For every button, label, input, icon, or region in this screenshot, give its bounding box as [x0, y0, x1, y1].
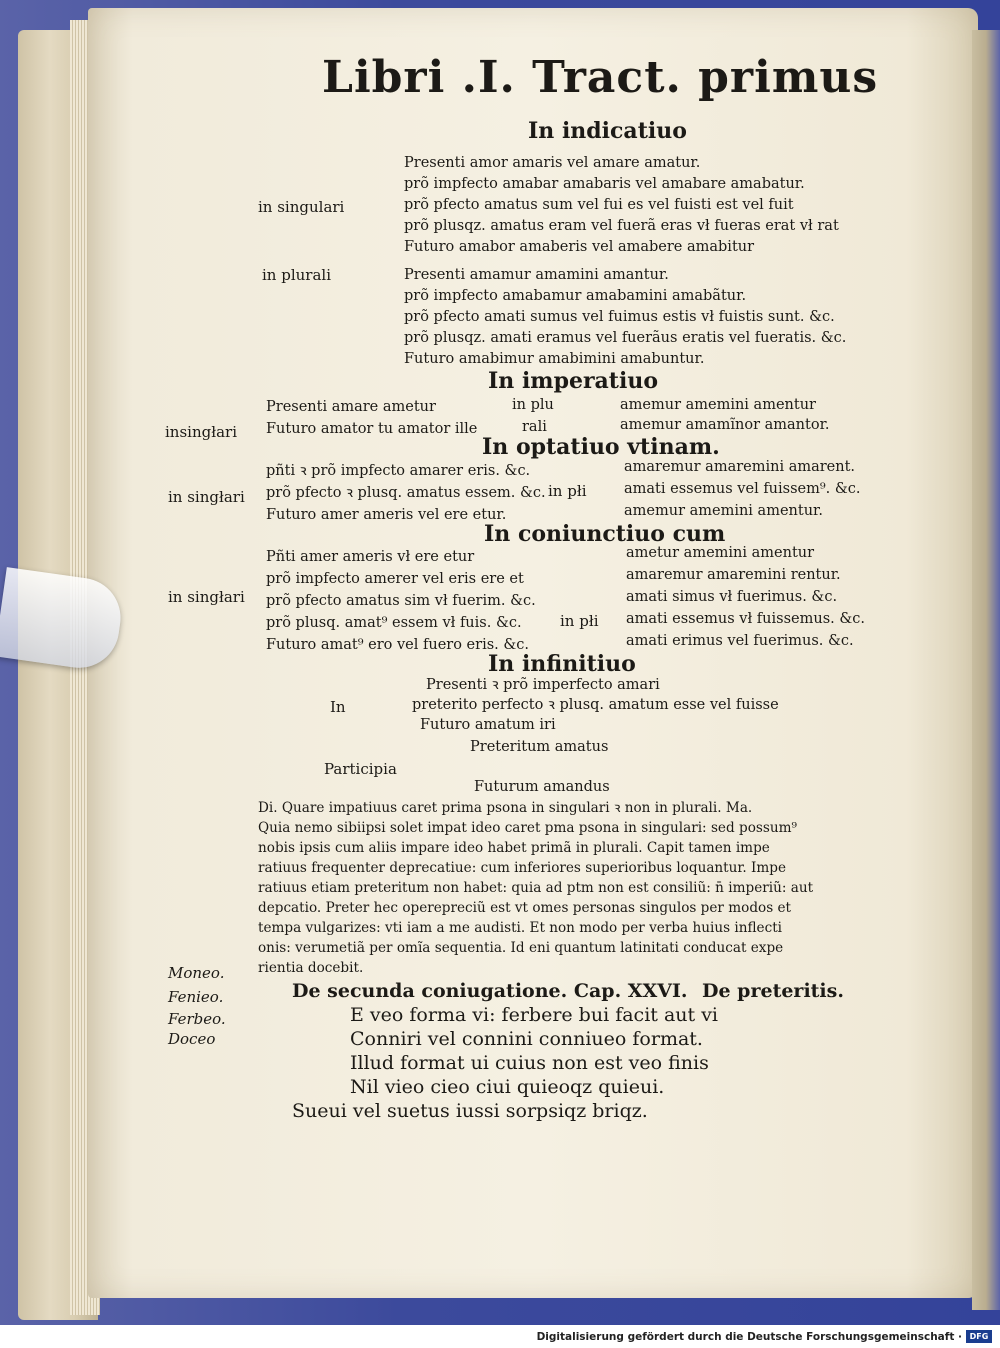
optativo-row-left: Futuro amer ameris vel ere etur. [266, 507, 507, 523]
participia-label: Participia [324, 760, 397, 778]
chapter-verse: Nil vieo cieo ciui quieoqz quieui. [350, 1076, 665, 1098]
chapter-title: De secunda coniugatione. Cap. XXVI. [292, 980, 688, 1002]
section-indicativo-title: In indicatiuo [528, 118, 687, 144]
dfg-logo: DFG [966, 1330, 992, 1343]
indicativo-plural-line: Futuro amabimur amabimini amabuntur. [404, 351, 705, 367]
indicativo-singular-line: Presenti amor amaris vel amare amatur. [404, 155, 701, 171]
coniunctivo-row-right: amaremur amaremini rentur. [626, 567, 841, 583]
prose-line: depcatio. Preter hec operepreciũ est vt omes personas singulos per modos et [258, 900, 792, 916]
section-imperativo-title: In imperatiuo [488, 368, 658, 394]
infinitivo-line: Presenti ꝛ prõ imperfecto amari [426, 677, 660, 693]
optativo-row-right: amati essemus vel fuissem⁹. &c. [624, 481, 861, 497]
prose-line: Quia nemo sibiipsi solet impat ideo caret pma psona in singulari: sed possum⁹ [258, 820, 797, 836]
infinitivo-line: preterito perfecto ꝛ plusq. amatum esse vel fuisse [412, 697, 779, 713]
imperativo-row-left: Presenti amare ametur [266, 399, 436, 415]
running-header: Libri .I. Tract. primus [322, 52, 879, 103]
prose-line: tempa vulgarizes: vti iam a me audisti. Et non modo per verba huius inflecti [258, 920, 783, 936]
book-right-edge [972, 30, 1000, 1310]
coniunctivo-row-left: Pñti amer ameris vł ere etur [266, 549, 475, 565]
optativo-row-left: pñti ꝛ prõ impfecto amarer eris. &c. [266, 463, 531, 479]
imperativo-row-right: amemur amamĩnor amantor. [620, 417, 830, 433]
section-coniunctivo-title: In coniunctiuo cum [484, 521, 726, 547]
imperativo-row-left: Futuro amator tu amator ille [266, 421, 478, 437]
indicativo-plural-line: prõ pfecto amati sumus vel fuimus estis vł fuistis sunt. &c. [404, 309, 835, 325]
coniunctivo-row-left: prõ impfecto amerer vel eris ere et [266, 571, 524, 587]
indicativo-plural-line: prõ impfecto amabamur amabamini amabãtur. [404, 288, 747, 304]
indicativo-singular-line: prõ impfecto amabar amabaris vel amabare amabatur. [404, 176, 805, 192]
chapter-verse: E veo forma vi: ferbere bui facit aut vi [350, 1004, 719, 1026]
prose-line: onis: verumetiã per omĩa sequentia. Id eni quantum latinitati conducat expe [258, 940, 784, 956]
margin-word: Fenieo. [168, 988, 224, 1006]
prose-line: rientia docebit. [258, 960, 364, 976]
section-infinitivo-title: In infinitiuo [488, 651, 636, 677]
chapter-verse: Sueui vel suetus iussi sorpsiqz briqz. [292, 1100, 648, 1122]
participle-preteritum: Preteritum amatus [470, 739, 609, 755]
imperativo-row-mid: rali [522, 419, 547, 435]
coniunctivo-row-right: ametur amemini amentur [626, 545, 815, 561]
footer-credit: Digitalisierung gefördert durch die Deutsche Forschungsgemeinschaft · [536, 1331, 962, 1343]
optativo-row-left: prõ pfecto ꝛ plusq. amatus essem. &c. [266, 485, 546, 501]
chapter-verse: Illud format ui cuius non est veo finis [350, 1052, 709, 1074]
chapter-verse: Conniri vel connini conniueo format. [350, 1028, 703, 1050]
indicativo-singular-line: prõ plusqz. amatus eram vel fuerã eras vł fueras erat vł rat [404, 218, 839, 234]
indicativo-singular-line: prõ pfecto amatus sum vel fui es vel fuisti est vel fuit [404, 197, 794, 213]
imperativo-row-right: amemur amemini amentur [620, 397, 816, 413]
indicativo-plural-label: in plurali [262, 266, 331, 284]
margin-word: Ferbeo. [168, 1010, 226, 1028]
coniunctivo-row-right: amati essemus vł fuissemus. &c. [626, 611, 865, 627]
indicativo-plural-line: prõ plusqz. amati eramus vel fuerãus eratis vel fueratis. &c. [404, 330, 847, 346]
optativo-plural-label: in płi [548, 482, 587, 500]
imperativo-singular-label: insingłari [165, 423, 237, 441]
indicativo-plural-line: Presenti amamur amamini amantur. [404, 267, 669, 283]
coniunctivo-row-left: prõ plusq. amat⁹ essem vł fuis. &c. [266, 615, 522, 631]
section-optativo-title: In optatiuo vtinam. [482, 434, 720, 460]
coniunctivo-singular-label: in singłari [168, 588, 245, 606]
margin-word: Moneo. [168, 964, 225, 982]
coniunctivo-row-left: Futuro amat⁹ ero vel fuero eris. &c. [266, 637, 529, 653]
coniunctivo-row-right: amati simus vł fuerimus. &c. [626, 589, 838, 605]
imperativo-row-mid: in plu [512, 397, 554, 413]
participle-futurum: Futurum amandus [474, 779, 610, 795]
prose-line: nobis ipsis cum aliis impare ideo habet primã in plurali. Capit tamen impe [258, 840, 770, 856]
coniunctivo-plural-label: in płi [560, 612, 599, 630]
margin-word: Doceo [168, 1030, 216, 1048]
indicativo-singular-line: Futuro amabor amaberis vel amabere amabitur [404, 239, 755, 255]
indicativo-singular-label: in singulari [258, 198, 345, 216]
infinitivo-in-label: In [330, 698, 346, 716]
chapter-subtitle: De preteritis. [702, 980, 844, 1002]
infinitivo-line: Futuro amatum iri [420, 717, 556, 733]
prose-line: Di. Quare impatiuus caret prima psona in singulari ꝛ non in plurali. Ma. [258, 800, 753, 816]
optativo-row-right: amaremur amaremini amarent. [624, 459, 856, 475]
optativo-singular-label: in singłari [168, 488, 245, 506]
prose-line: ratiuus frequenter deprecatiue: cum inferiores superioribus loquantur. Impe [258, 860, 787, 876]
coniunctivo-row-left: prõ pfecto amatus sim vł fuerim. &c. [266, 593, 536, 609]
optativo-row-right: amemur amemini amentur. [624, 503, 823, 519]
prose-line: ratiuus etiam preteritum non habet: quia ad ptm non est consiliũ: n̄ imperiũ: aut [258, 880, 814, 896]
coniunctivo-row-right: amati erimus vel fuerimus. &c. [626, 633, 854, 649]
